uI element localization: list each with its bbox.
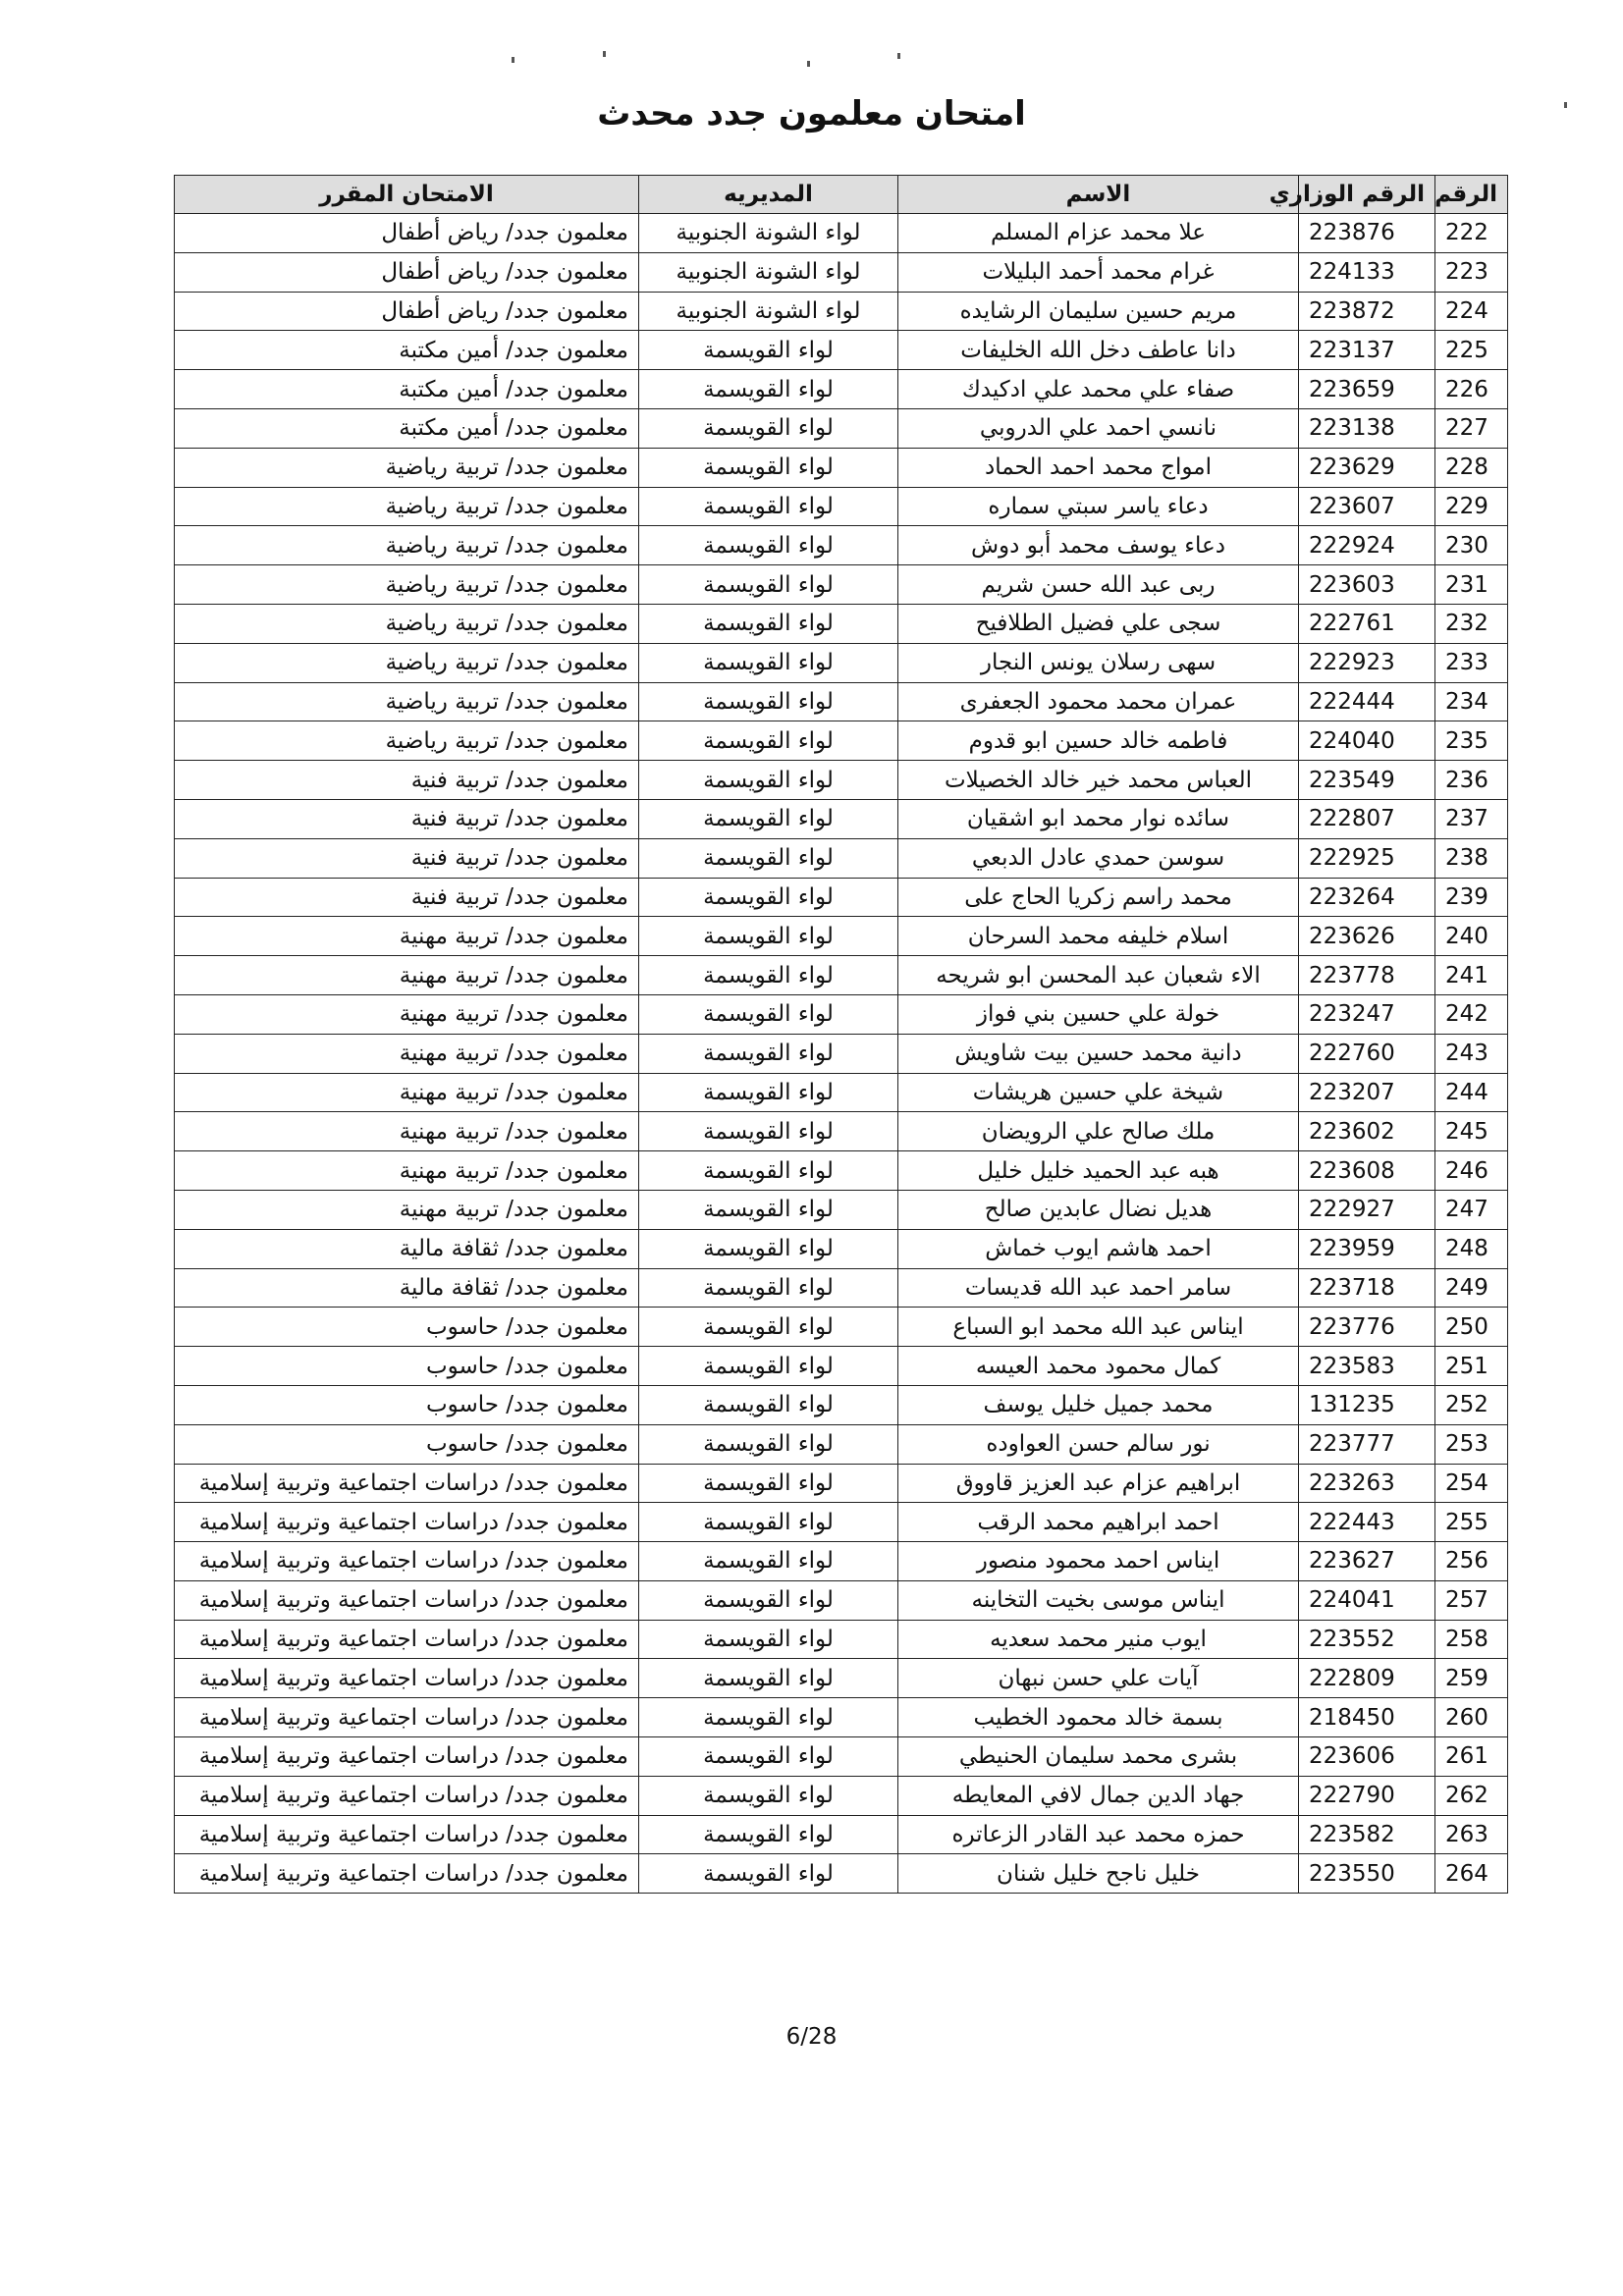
cell-ministry-id: 222807 <box>1299 799 1435 838</box>
header-ministry-id: الرقم الوزاري <box>1299 176 1435 214</box>
cell-ministry-id: 222925 <box>1299 838 1435 878</box>
cell-num: 222 <box>1435 214 1508 253</box>
cell-directorate: لواء القويسمة <box>639 838 898 878</box>
table-row <box>175 1112 1508 1151</box>
cell-directorate: لواء القويسمة <box>639 370 898 409</box>
table-row <box>175 1815 1508 1854</box>
cell-directorate: لواء القويسمة <box>639 487 898 526</box>
cell-ministry-id: 223247 <box>1299 994 1435 1034</box>
scan-speck <box>897 53 900 59</box>
cell-num: 241 <box>1435 956 1508 995</box>
cell-num: 225 <box>1435 331 1508 370</box>
cell-num: 248 <box>1435 1229 1508 1268</box>
table-row <box>175 331 1508 370</box>
cell-num: 253 <box>1435 1424 1508 1464</box>
cell-directorate: لواء القويسمة <box>639 1073 898 1112</box>
cell-name: عمران محمد محمود الجعفرى <box>898 682 1299 721</box>
cell-directorate: لواء القويسمة <box>639 956 898 995</box>
cell-exam: معلمون جدد/ حاسوب <box>175 1308 639 1347</box>
cell-num: 264 <box>1435 1854 1508 1894</box>
cell-num: 255 <box>1435 1503 1508 1542</box>
cell-num: 228 <box>1435 448 1508 487</box>
cell-name: بسمة خالد محمود الخطيب <box>898 1698 1299 1737</box>
cell-num: 247 <box>1435 1190 1508 1229</box>
cell-ministry-id: 222927 <box>1299 1190 1435 1229</box>
cell-name: شيخة علي حسين هريشات <box>898 1073 1299 1112</box>
cell-name: احمد ابراهيم محمد الرقب <box>898 1503 1299 1542</box>
scan-speck <box>807 61 810 67</box>
cell-directorate: لواء القويسمة <box>639 565 898 605</box>
table-row <box>175 1580 1508 1620</box>
candidates-table <box>174 175 1508 1894</box>
cell-directorate: لواء الشونة الجنوبية <box>639 214 898 253</box>
table-row <box>175 214 1508 253</box>
cell-directorate: لواء القويسمة <box>639 1698 898 1737</box>
cell-ministry-id: 223776 <box>1299 1308 1435 1347</box>
cell-num: 257 <box>1435 1580 1508 1620</box>
cell-exam: معلمون جدد/ دراسات اجتماعية وتربية إسلامية <box>175 1503 639 1542</box>
cell-exam: معلمون جدد/ تربية رياضية <box>175 721 639 761</box>
cell-directorate: لواء القويسمة <box>639 1347 898 1386</box>
cell-name: ايناس عبد الله محمد ابو السباع <box>898 1308 1299 1347</box>
cell-ministry-id: 223629 <box>1299 448 1435 487</box>
cell-directorate: لواء القويسمة <box>639 721 898 761</box>
cell-num: 258 <box>1435 1620 1508 1659</box>
cell-name: بشرى محمد سليمان الحنيطي <box>898 1737 1299 1777</box>
cell-directorate: لواء القويسمة <box>639 1776 898 1815</box>
cell-num: 256 <box>1435 1542 1508 1581</box>
table-row <box>175 408 1508 448</box>
cell-directorate: لواء القويسمة <box>639 1229 898 1268</box>
cell-num: 223 <box>1435 252 1508 292</box>
cell-exam: معلمون جدد/ دراسات اجتماعية وتربية إسلامية <box>175 1737 639 1777</box>
table-row <box>175 1347 1508 1386</box>
cell-name: سائده نوار محمد ابو اشقيان <box>898 799 1299 838</box>
cell-exam: معلمون جدد/ تربية فنية <box>175 838 639 878</box>
cell-ministry-id: 223607 <box>1299 487 1435 526</box>
cell-name: دعاء ياسر سبتي سماره <box>898 487 1299 526</box>
table-row <box>175 1464 1508 1503</box>
table-row <box>175 1385 1508 1424</box>
cell-exam: معلمون جدد/ تربية مهنية <box>175 956 639 995</box>
table-row <box>175 1034 1508 1073</box>
cell-ministry-id: 223626 <box>1299 917 1435 956</box>
cell-directorate: لواء القويسمة <box>639 1503 898 1542</box>
cell-ministry-id: 223608 <box>1299 1151 1435 1191</box>
cell-ministry-id: 223777 <box>1299 1424 1435 1464</box>
cell-exam: معلمون جدد/ تربية رياضية <box>175 643 639 682</box>
cell-ministry-id: 223137 <box>1299 331 1435 370</box>
table-row <box>175 1737 1508 1777</box>
cell-num: 245 <box>1435 1112 1508 1151</box>
cell-name: علا محمد عزام المسلم <box>898 214 1299 253</box>
table-row <box>175 370 1508 409</box>
cell-directorate: لواء القويسمة <box>639 1542 898 1581</box>
cell-ministry-id: 223583 <box>1299 1347 1435 1386</box>
cell-ministry-id: 223264 <box>1299 878 1435 917</box>
cell-exam: معلمون جدد/ تربية فنية <box>175 761 639 800</box>
cell-name: ايوب منير محمد سعديه <box>898 1620 1299 1659</box>
header-directorate: المديريه <box>639 176 898 214</box>
cell-exam: معلمون جدد/ دراسات اجتماعية وتربية إسلامية <box>175 1464 639 1503</box>
cell-ministry-id: 222444 <box>1299 682 1435 721</box>
table-row <box>175 761 1508 800</box>
cell-name: غرام محمد أحمد البليلات <box>898 252 1299 292</box>
cell-num: 261 <box>1435 1737 1508 1777</box>
cell-name: امواج محمد احمد الحماد <box>898 448 1299 487</box>
cell-exam: معلمون جدد/ تربية فنية <box>175 878 639 917</box>
cell-ministry-id: 223876 <box>1299 214 1435 253</box>
table-row <box>175 1542 1508 1581</box>
table-row <box>175 448 1508 487</box>
cell-directorate: لواء القويسمة <box>639 799 898 838</box>
cell-num: 250 <box>1435 1308 1508 1347</box>
table-row <box>175 1268 1508 1308</box>
cell-name: ايناس موسى بخيت التخاينه <box>898 1580 1299 1620</box>
cell-ministry-id: 224133 <box>1299 252 1435 292</box>
cell-directorate: لواء القويسمة <box>639 1580 898 1620</box>
cell-exam: معلمون جدد/ تربية مهنية <box>175 1034 639 1073</box>
cell-num: 244 <box>1435 1073 1508 1112</box>
cell-ministry-id: 223602 <box>1299 1112 1435 1151</box>
cell-num: 239 <box>1435 878 1508 917</box>
cell-num: 259 <box>1435 1659 1508 1698</box>
cell-exam: معلمون جدد/ حاسوب <box>175 1424 639 1464</box>
table-row <box>175 252 1508 292</box>
cell-name: خولة علي حسين بني فواز <box>898 994 1299 1034</box>
header-exam: الامتحان المقرر <box>175 176 639 214</box>
cell-num: 236 <box>1435 761 1508 800</box>
cell-exam: معلمون جدد/ دراسات اجتماعية وتربية إسلامية <box>175 1854 639 1894</box>
cell-ministry-id: 223659 <box>1299 370 1435 409</box>
cell-ministry-id: 222443 <box>1299 1503 1435 1542</box>
cell-exam: معلمون جدد/ رياض أطفال <box>175 292 639 331</box>
cell-num: 252 <box>1435 1385 1508 1424</box>
cell-num: 229 <box>1435 487 1508 526</box>
table-row <box>175 1620 1508 1659</box>
cell-num: 235 <box>1435 721 1508 761</box>
cell-directorate: لواء القويسمة <box>639 526 898 565</box>
table-row <box>175 1776 1508 1815</box>
cell-directorate: لواء القويسمة <box>639 1268 898 1308</box>
cell-name: فاطمه خالد حسين ابو قدوم <box>898 721 1299 761</box>
cell-exam: معلمون جدد/ تربية مهنية <box>175 1190 639 1229</box>
cell-name: مريم حسين سليمان الرشايده <box>898 292 1299 331</box>
cell-num: 224 <box>1435 292 1508 331</box>
table-row <box>175 1698 1508 1737</box>
table-row <box>175 643 1508 682</box>
cell-ministry-id: 223603 <box>1299 565 1435 605</box>
cell-exam: معلمون جدد/ حاسوب <box>175 1385 639 1424</box>
cell-directorate: لواء القويسمة <box>639 1151 898 1191</box>
cell-ministry-id: 222790 <box>1299 1776 1435 1815</box>
cell-directorate: لواء القويسمة <box>639 1308 898 1347</box>
scan-speck <box>603 51 606 57</box>
table-row <box>175 1151 1508 1191</box>
cell-ministry-id: 222923 <box>1299 643 1435 682</box>
table-body <box>175 214 1508 1894</box>
cell-name: خليل ناجح خليل شنان <box>898 1854 1299 1894</box>
cell-exam: معلمون جدد/ تربية رياضية <box>175 604 639 643</box>
cell-directorate: لواء القويسمة <box>639 994 898 1034</box>
cell-exam: معلمون جدد/ تربية رياضية <box>175 565 639 605</box>
cell-num: 234 <box>1435 682 1508 721</box>
cell-name: دانا عاطف دخل الله الخليفات <box>898 331 1299 370</box>
cell-exam: معلمون جدد/ رياض أطفال <box>175 214 639 253</box>
cell-num: 254 <box>1435 1464 1508 1503</box>
cell-exam: معلمون جدد/ تربية فنية <box>175 799 639 838</box>
scan-speck <box>512 57 514 63</box>
cell-directorate: لواء القويسمة <box>639 448 898 487</box>
cell-exam: معلمون جدد/ ثقافة مالية <box>175 1268 639 1308</box>
table-row <box>175 292 1508 331</box>
cell-num: 237 <box>1435 799 1508 838</box>
cell-ministry-id: 223552 <box>1299 1620 1435 1659</box>
cell-directorate: لواء القويسمة <box>639 878 898 917</box>
cell-num: 227 <box>1435 408 1508 448</box>
cell-directorate: لواء القويسمة <box>639 1385 898 1424</box>
table-row <box>175 1854 1508 1894</box>
cell-directorate: لواء القويسمة <box>639 643 898 682</box>
cell-exam: معلمون جدد/ دراسات اجتماعية وتربية إسلامية <box>175 1815 639 1854</box>
table-row <box>175 487 1508 526</box>
table-row <box>175 1659 1508 1698</box>
cell-name: العباس محمد خير خالد الخصيلات <box>898 761 1299 800</box>
cell-ministry-id: 218450 <box>1299 1698 1435 1737</box>
cell-ministry-id: 224041 <box>1299 1580 1435 1620</box>
cell-exam: معلمون جدد/ دراسات اجتماعية وتربية إسلامية <box>175 1698 639 1737</box>
cell-name: سوسن حمدي عادل الدبعي <box>898 838 1299 878</box>
table-row <box>175 526 1508 565</box>
cell-name: دانية محمد حسين بيت شاويش <box>898 1034 1299 1073</box>
cell-ministry-id: 223138 <box>1299 408 1435 448</box>
cell-num: 260 <box>1435 1698 1508 1737</box>
cell-ministry-id: 131235 <box>1299 1385 1435 1424</box>
cell-exam: معلمون جدد/ تربية مهنية <box>175 1112 639 1151</box>
cell-ministry-id: 222924 <box>1299 526 1435 565</box>
page-title: امتحان معلمون جدد محدث <box>597 94 1026 133</box>
header-num: الرقم <box>1435 176 1508 214</box>
cell-name: محمد جميل خليل يوسف <box>898 1385 1299 1424</box>
cell-name: هبه عبد الحميد خليل خليل <box>898 1151 1299 1191</box>
cell-num: 240 <box>1435 917 1508 956</box>
cell-exam: معلمون جدد/ تربية مهنية <box>175 1073 639 1112</box>
cell-num: 231 <box>1435 565 1508 605</box>
cell-ministry-id: 222809 <box>1299 1659 1435 1698</box>
cell-exam: معلمون جدد/ تربية مهنية <box>175 994 639 1034</box>
cell-ministry-id: 223606 <box>1299 1737 1435 1777</box>
cell-ministry-id: 223778 <box>1299 956 1435 995</box>
cell-num: 243 <box>1435 1034 1508 1073</box>
table-row <box>175 1424 1508 1464</box>
cell-directorate: لواء القويسمة <box>639 1620 898 1659</box>
cell-name: هديل نضال عابدين صالح <box>898 1190 1299 1229</box>
cell-name: جهاد الدين جمال لافي المعايطه <box>898 1776 1299 1815</box>
cell-exam: معلمون جدد/ تربية رياضية <box>175 682 639 721</box>
cell-exam: معلمون جدد/ تربية رياضية <box>175 448 639 487</box>
cell-directorate: لواء القويسمة <box>639 408 898 448</box>
cell-ministry-id: 222760 <box>1299 1034 1435 1073</box>
cell-directorate: لواء القويسمة <box>639 1034 898 1073</box>
cell-exam: معلمون جدد/ أمين مكتبة <box>175 370 639 409</box>
table-row <box>175 956 1508 995</box>
table-row <box>175 1073 1508 1112</box>
cell-name: حمزه محمد عبد القادر الزعاتره <box>898 1815 1299 1854</box>
cell-num: 238 <box>1435 838 1508 878</box>
cell-name: آيات علي حسن نبهان <box>898 1659 1299 1698</box>
cell-num: 263 <box>1435 1815 1508 1854</box>
cell-num: 233 <box>1435 643 1508 682</box>
cell-directorate: لواء القويسمة <box>639 1815 898 1854</box>
cell-name: احمد هاشم ايوب خماش <box>898 1229 1299 1268</box>
cell-name: الاء شعبان عبد المحسن ابو شريحه <box>898 956 1299 995</box>
cell-directorate: لواء القويسمة <box>639 1112 898 1151</box>
cell-exam: معلمون جدد/ أمين مكتبة <box>175 408 639 448</box>
cell-name: صفاء علي محمد علي ادكيدك <box>898 370 1299 409</box>
cell-num: 230 <box>1435 526 1508 565</box>
cell-exam: معلمون جدد/ تربية رياضية <box>175 526 639 565</box>
cell-num: 246 <box>1435 1151 1508 1191</box>
cell-exam: معلمون جدد/ دراسات اجتماعية وتربية إسلامية <box>175 1620 639 1659</box>
cell-num: 232 <box>1435 604 1508 643</box>
cell-exam: معلمون جدد/ حاسوب <box>175 1347 639 1386</box>
table-header-row <box>175 176 1508 214</box>
cell-num: 242 <box>1435 994 1508 1034</box>
cell-ministry-id: 223959 <box>1299 1229 1435 1268</box>
cell-exam: معلمون جدد/ أمين مكتبة <box>175 331 639 370</box>
cell-name: محمد راسم زكريا الحاج على <box>898 878 1299 917</box>
cell-ministry-id: 222761 <box>1299 604 1435 643</box>
table-row <box>175 1190 1508 1229</box>
cell-ministry-id: 223872 <box>1299 292 1435 331</box>
cell-exam: معلمون جدد/ دراسات اجتماعية وتربية إسلامية <box>175 1659 639 1698</box>
cell-directorate: لواء القويسمة <box>639 1854 898 1894</box>
cell-directorate: لواء القويسمة <box>639 682 898 721</box>
table-row <box>175 565 1508 605</box>
cell-name: نور سالم حسن العواوده <box>898 1424 1299 1464</box>
cell-num: 251 <box>1435 1347 1508 1386</box>
cell-num: 262 <box>1435 1776 1508 1815</box>
cell-directorate: لواء الشونة الجنوبية <box>639 292 898 331</box>
cell-directorate: لواء القويسمة <box>639 761 898 800</box>
cell-directorate: لواء القويسمة <box>639 1659 898 1698</box>
cell-ministry-id: 223627 <box>1299 1542 1435 1581</box>
cell-exam: معلمون جدد/ تربية مهنية <box>175 917 639 956</box>
cell-name: دعاء يوسف محمد أبو دوش <box>898 526 1299 565</box>
table-row <box>175 1503 1508 1542</box>
cell-directorate: لواء القويسمة <box>639 331 898 370</box>
table-row <box>175 1229 1508 1268</box>
cell-exam: معلمون جدد/ تربية رياضية <box>175 487 639 526</box>
cell-name: سامر احمد عبد الله قديسات <box>898 1268 1299 1308</box>
cell-directorate: لواء القويسمة <box>639 1190 898 1229</box>
table-row <box>175 1308 1508 1347</box>
cell-directorate: لواء القويسمة <box>639 1424 898 1464</box>
table-row <box>175 917 1508 956</box>
cell-name: ايناس احمد محمود منصور <box>898 1542 1299 1581</box>
cell-directorate: لواء القويسمة <box>639 917 898 956</box>
cell-directorate: لواء القويسمة <box>639 1737 898 1777</box>
table-row <box>175 994 1508 1034</box>
table-row <box>175 604 1508 643</box>
cell-name: ابراهيم عزام عبد العزيز قاووق <box>898 1464 1299 1503</box>
cell-ministry-id: 223550 <box>1299 1854 1435 1894</box>
cell-name: اسلام خليفه محمد السرحان <box>898 917 1299 956</box>
cell-name: كمال محمود محمد العيسه <box>898 1347 1299 1386</box>
cell-exam: معلمون جدد/ رياض أطفال <box>175 252 639 292</box>
table-row <box>175 721 1508 761</box>
cell-name: ربى عبد الله حسن شريم <box>898 565 1299 605</box>
table-row <box>175 682 1508 721</box>
cell-exam: معلمون جدد/ دراسات اجتماعية وتربية إسلامية <box>175 1776 639 1815</box>
cell-name: سجى علي فضيل الطلافيح <box>898 604 1299 643</box>
cell-ministry-id: 223207 <box>1299 1073 1435 1112</box>
cell-ministry-id: 223718 <box>1299 1268 1435 1308</box>
cell-exam: معلمون جدد/ تربية مهنية <box>175 1151 639 1191</box>
cell-directorate: لواء القويسمة <box>639 1464 898 1503</box>
table-row <box>175 878 1508 917</box>
cell-directorate: لواء القويسمة <box>639 604 898 643</box>
cell-ministry-id: 224040 <box>1299 721 1435 761</box>
table-row <box>175 799 1508 838</box>
cell-exam: معلمون جدد/ دراسات اجتماعية وتربية إسلامية <box>175 1542 639 1581</box>
cell-name: ملك صالح علي الرويضان <box>898 1112 1299 1151</box>
cell-ministry-id: 223263 <box>1299 1464 1435 1503</box>
cell-num: 249 <box>1435 1268 1508 1308</box>
cell-directorate: لواء الشونة الجنوبية <box>639 252 898 292</box>
cell-exam: معلمون جدد/ ثقافة مالية <box>175 1229 639 1268</box>
cell-ministry-id: 223549 <box>1299 761 1435 800</box>
cell-exam: معلمون جدد/ دراسات اجتماعية وتربية إسلامية <box>175 1580 639 1620</box>
cell-name: سهى رسلان يونس النجار <box>898 643 1299 682</box>
cell-name: نانسي احمد علي الدروبي <box>898 408 1299 448</box>
table-row <box>175 838 1508 878</box>
cell-ministry-id: 223582 <box>1299 1815 1435 1854</box>
cell-num: 226 <box>1435 370 1508 409</box>
header-name: الاسم <box>898 176 1299 214</box>
page-number: 6/28 <box>785 2024 838 2050</box>
